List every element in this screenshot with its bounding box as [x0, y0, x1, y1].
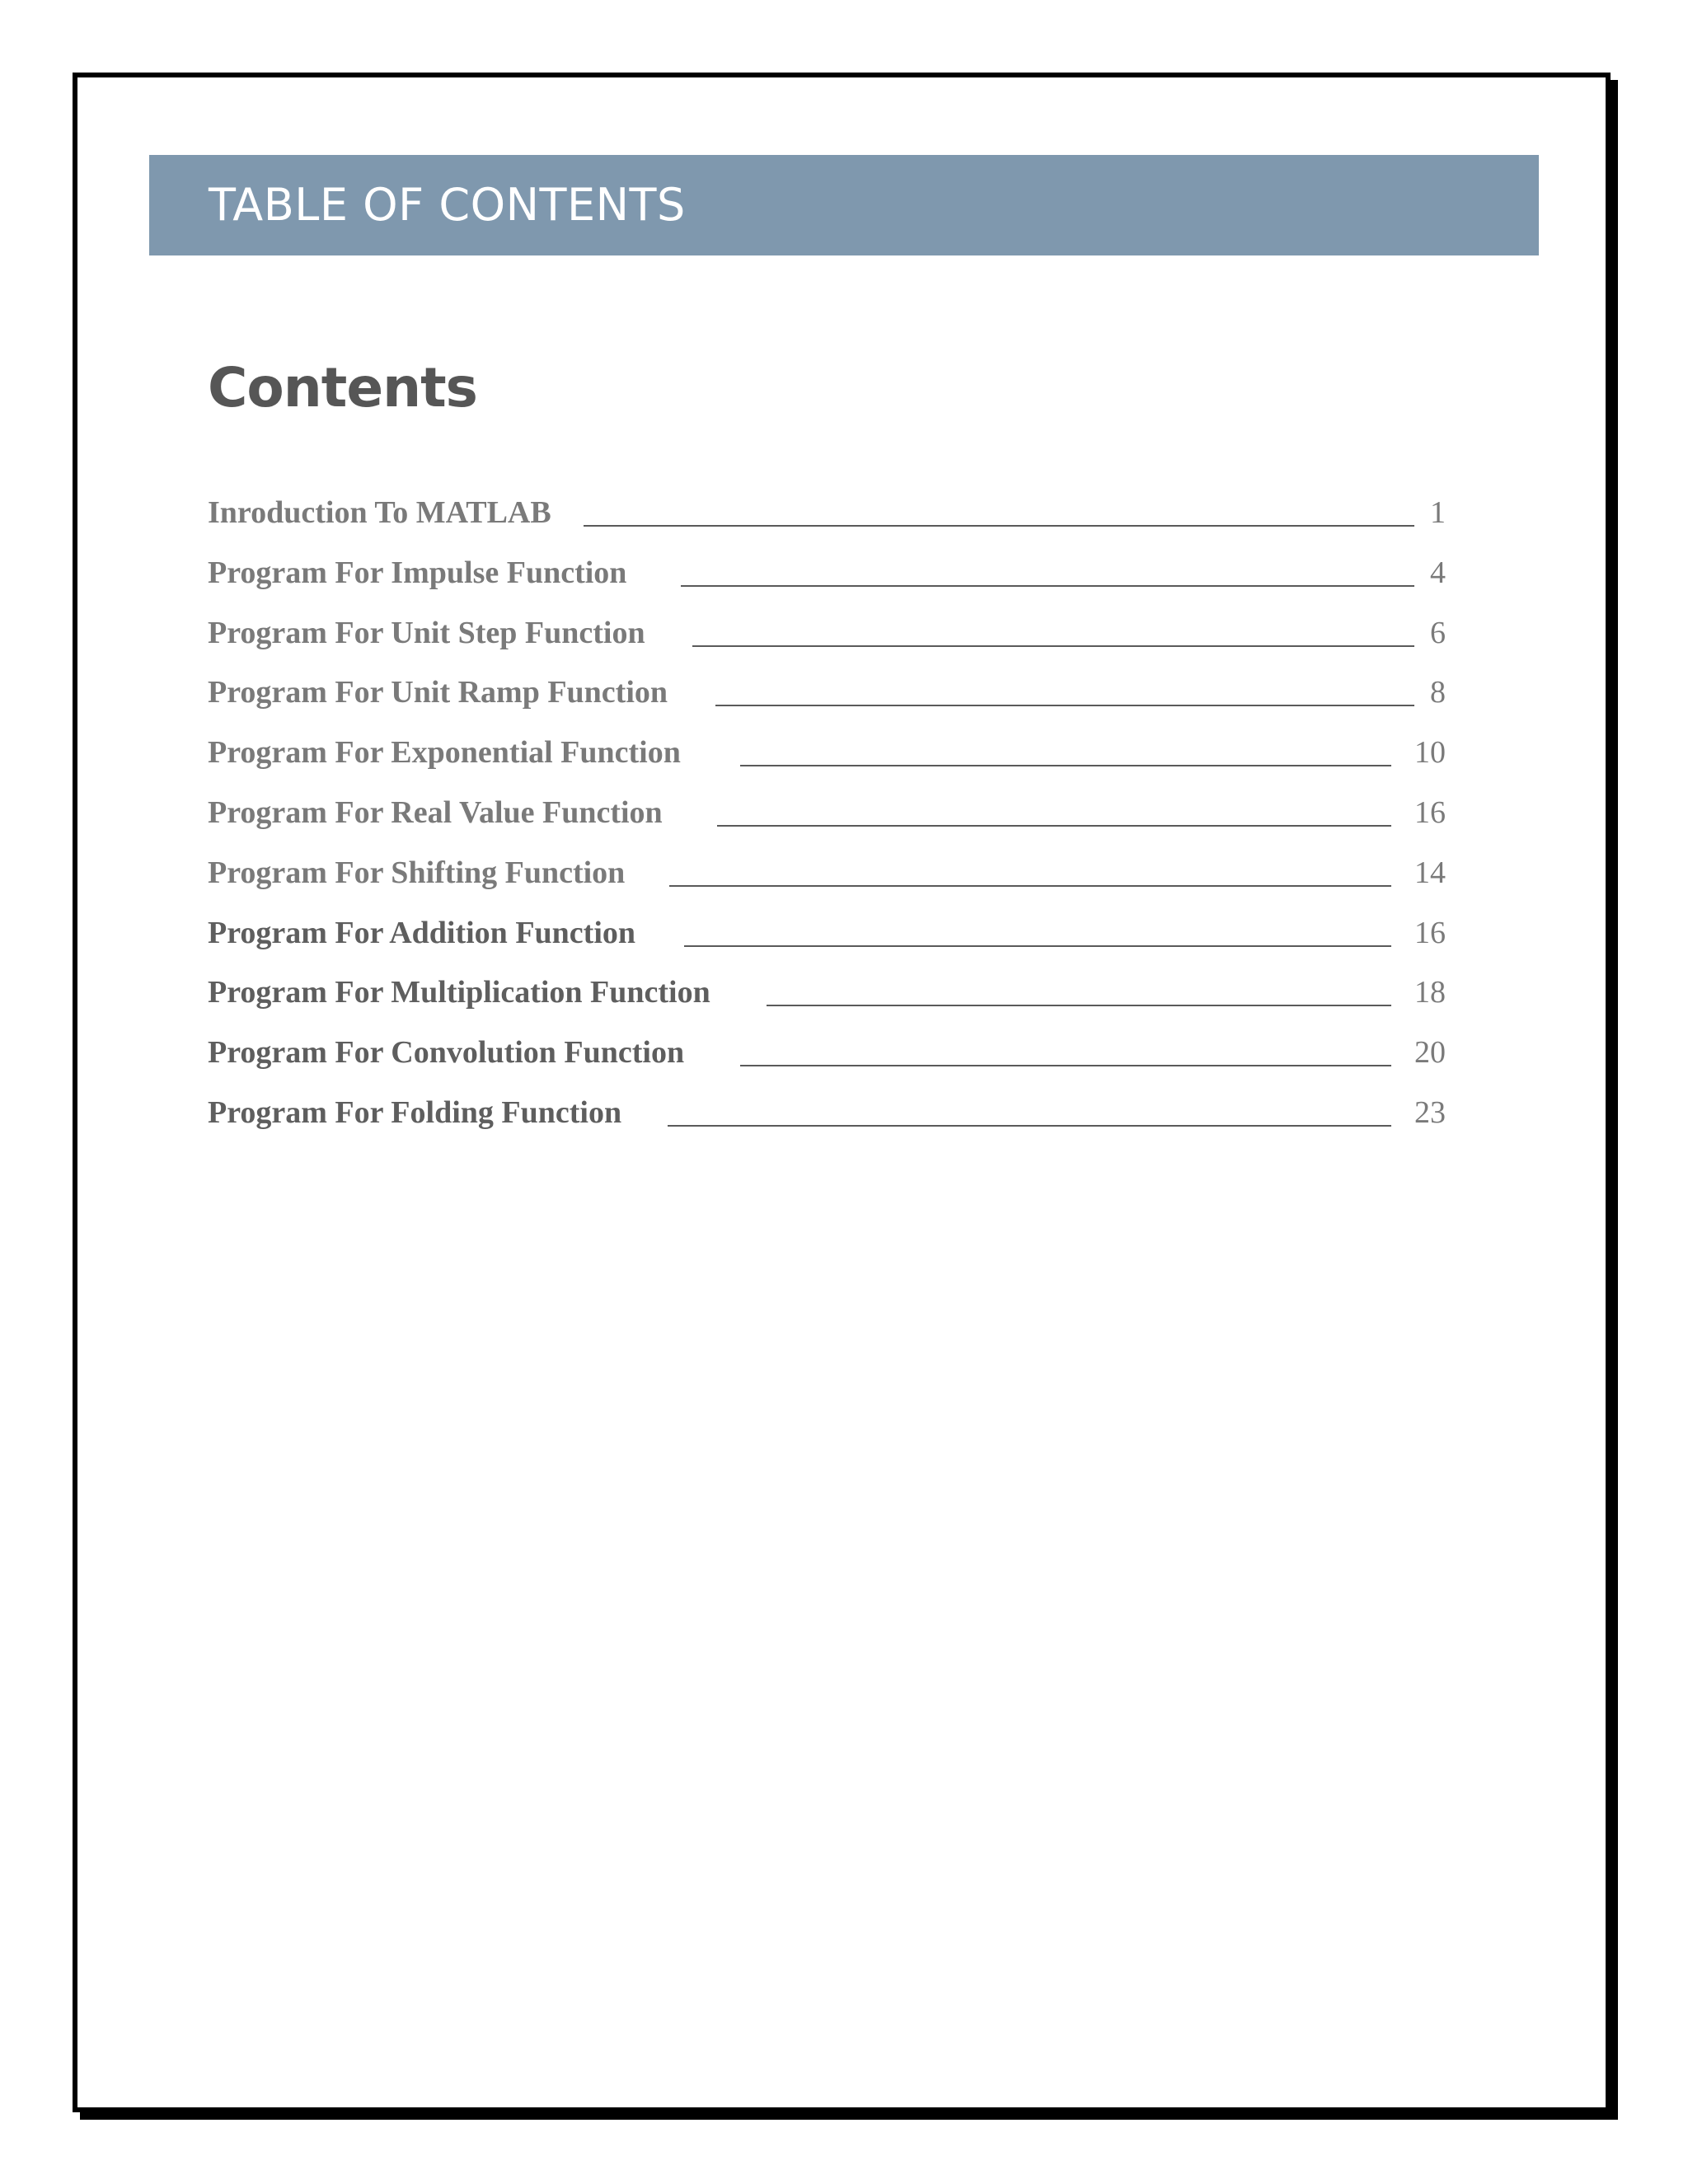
toc-leader	[684, 945, 1391, 947]
toc-entry-page: 6	[1430, 616, 1446, 650]
toc-entry-title: Program For Exponential Function	[208, 735, 681, 770]
toc-entry-page: 1	[1430, 495, 1446, 530]
toc-entry-title: Program For Folding Function	[208, 1095, 622, 1130]
toc-entry-title: Program For Real Value Function	[208, 795, 663, 830]
toc-entry-title: Program For Impulse Function	[208, 555, 627, 590]
toc-leader	[681, 585, 1414, 587]
toc-entry-title: Program For Multiplication Function	[208, 975, 710, 1010]
toc-entry[interactable]	[208, 548, 1446, 598]
toc-leader	[584, 525, 1414, 527]
toc-entry[interactable]	[208, 668, 1446, 717]
contents-heading: Contents	[208, 356, 477, 419]
toc-entry-title: Program For Shifting Function	[208, 855, 626, 890]
toc-entry[interactable]	[208, 908, 1446, 958]
toc-leader	[669, 885, 1391, 887]
toc-entry-page: 10	[1414, 735, 1446, 770]
toc-leader	[740, 765, 1391, 766]
toc-leader	[668, 1125, 1391, 1127]
toc-entry-title: Program For Addition Function	[208, 916, 636, 950]
toc-entry-page: 23	[1414, 1095, 1446, 1130]
toc-entry[interactable]	[208, 728, 1446, 777]
toc-entry[interactable]	[208, 608, 1446, 658]
toc-leader	[717, 825, 1391, 827]
toc-entry[interactable]	[208, 788, 1446, 837]
toc-entry-page: 18	[1414, 975, 1446, 1010]
toc-entry-page: 20	[1414, 1035, 1446, 1070]
toc-leader	[740, 1065, 1391, 1066]
header-title: TABLE OF CONTENTS	[209, 179, 686, 231]
toc-entry[interactable]	[208, 488, 1446, 537]
toc-entry[interactable]	[208, 968, 1446, 1017]
toc-entry[interactable]	[208, 1028, 1446, 1077]
toc-entry-title: Program For Unit Ramp Function	[208, 675, 668, 710]
toc-entry-title: Program For Unit Step Function	[208, 616, 645, 650]
toc-entry[interactable]	[208, 848, 1446, 898]
toc-entry-title: Program For Convolution Function	[208, 1035, 685, 1070]
toc-list	[208, 0, 1461, 2184]
toc-entry-page: 14	[1414, 855, 1446, 890]
toc-leader	[692, 645, 1414, 647]
toc-entry-page: 16	[1414, 795, 1446, 830]
toc-entry[interactable]	[208, 1088, 1446, 1137]
toc-entry-page: 4	[1430, 555, 1446, 590]
toc-entry-page: 8	[1430, 675, 1446, 710]
toc-leader	[715, 705, 1414, 706]
toc-leader	[767, 1005, 1391, 1006]
toc-entry-page: 16	[1414, 916, 1446, 950]
toc-entry-title: Inroduction To MATLAB	[208, 495, 551, 530]
